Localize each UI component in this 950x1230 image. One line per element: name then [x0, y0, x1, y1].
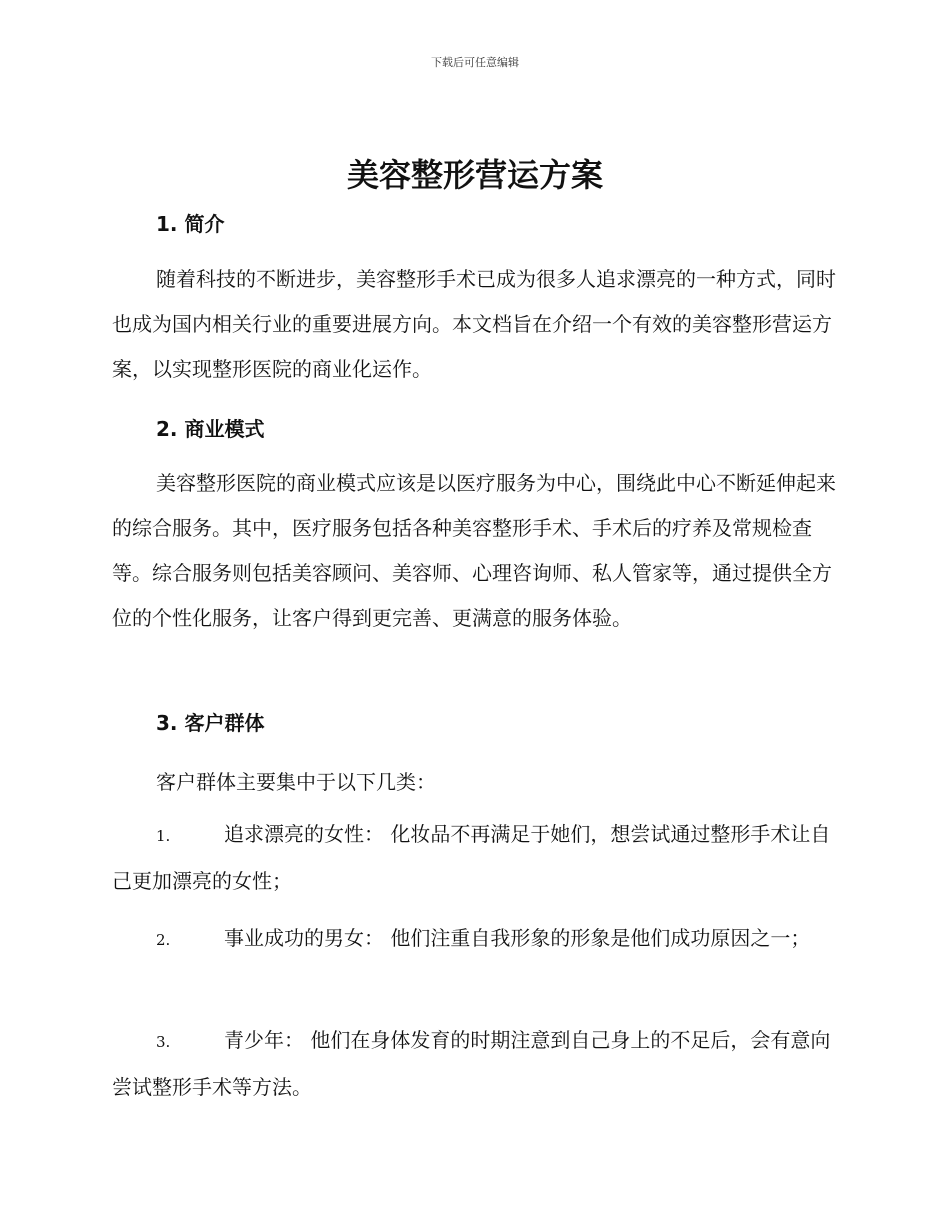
section-heading-intro: 1. 简介	[156, 212, 225, 236]
list-number: 1.	[156, 827, 171, 845]
page-header-note: 下载后可任意编辑	[431, 56, 519, 69]
list-item	[112, 1018, 838, 1110]
list-text: 青少年： 他们在身体发育的时期注意到自己身上的不足后，会有意向尝试整形手术等方法。	[112, 1028, 831, 1099]
list-text: 追求漂亮的女性： 化妆品不再满足于她们，想尝试通过整形手术让自己更加漂亮的女性；	[112, 822, 831, 893]
list-item	[112, 812, 838, 904]
section-heading-business-model: 2. 商业模式	[156, 417, 265, 441]
list-text: 事业成功的男女： 他们注重自我形象的形象是他们成功原因之一；	[224, 926, 811, 950]
document-title: 美容整形营运方案	[346, 156, 603, 194]
paragraph-intro: 随着科技的不断进步，美容整形手术已成为很多人追求漂亮的一种方式，同时也成为国内相关行业的重要进展方向。本文档旨在介绍一个有效的美容整形营运方案，以实现整形医院的商业化运作。	[112, 267, 836, 381]
list-item	[112, 916, 838, 963]
list-number: 3.	[156, 1033, 171, 1051]
section-heading-customer-groups: 3. 客户群体	[156, 711, 265, 735]
list-number: 2.	[156, 931, 171, 949]
paragraph-business-model: 美容整形医院的商业模式应该是以医疗服务为中心，围绕此中心不断延伸起来的综合服务。其中，医疗服务包括各种美容整形手术、手术后的疗养及常规检查等。综合服务则包括美容顾问、美容师、心理咨询师、私人管家等，通过提供全方位的个性化服务，让客户得到更完善、更满意的服务体验。	[112, 471, 836, 630]
paragraph-customer-intro: 客户群体主要集中于以下几类：	[156, 770, 436, 794]
